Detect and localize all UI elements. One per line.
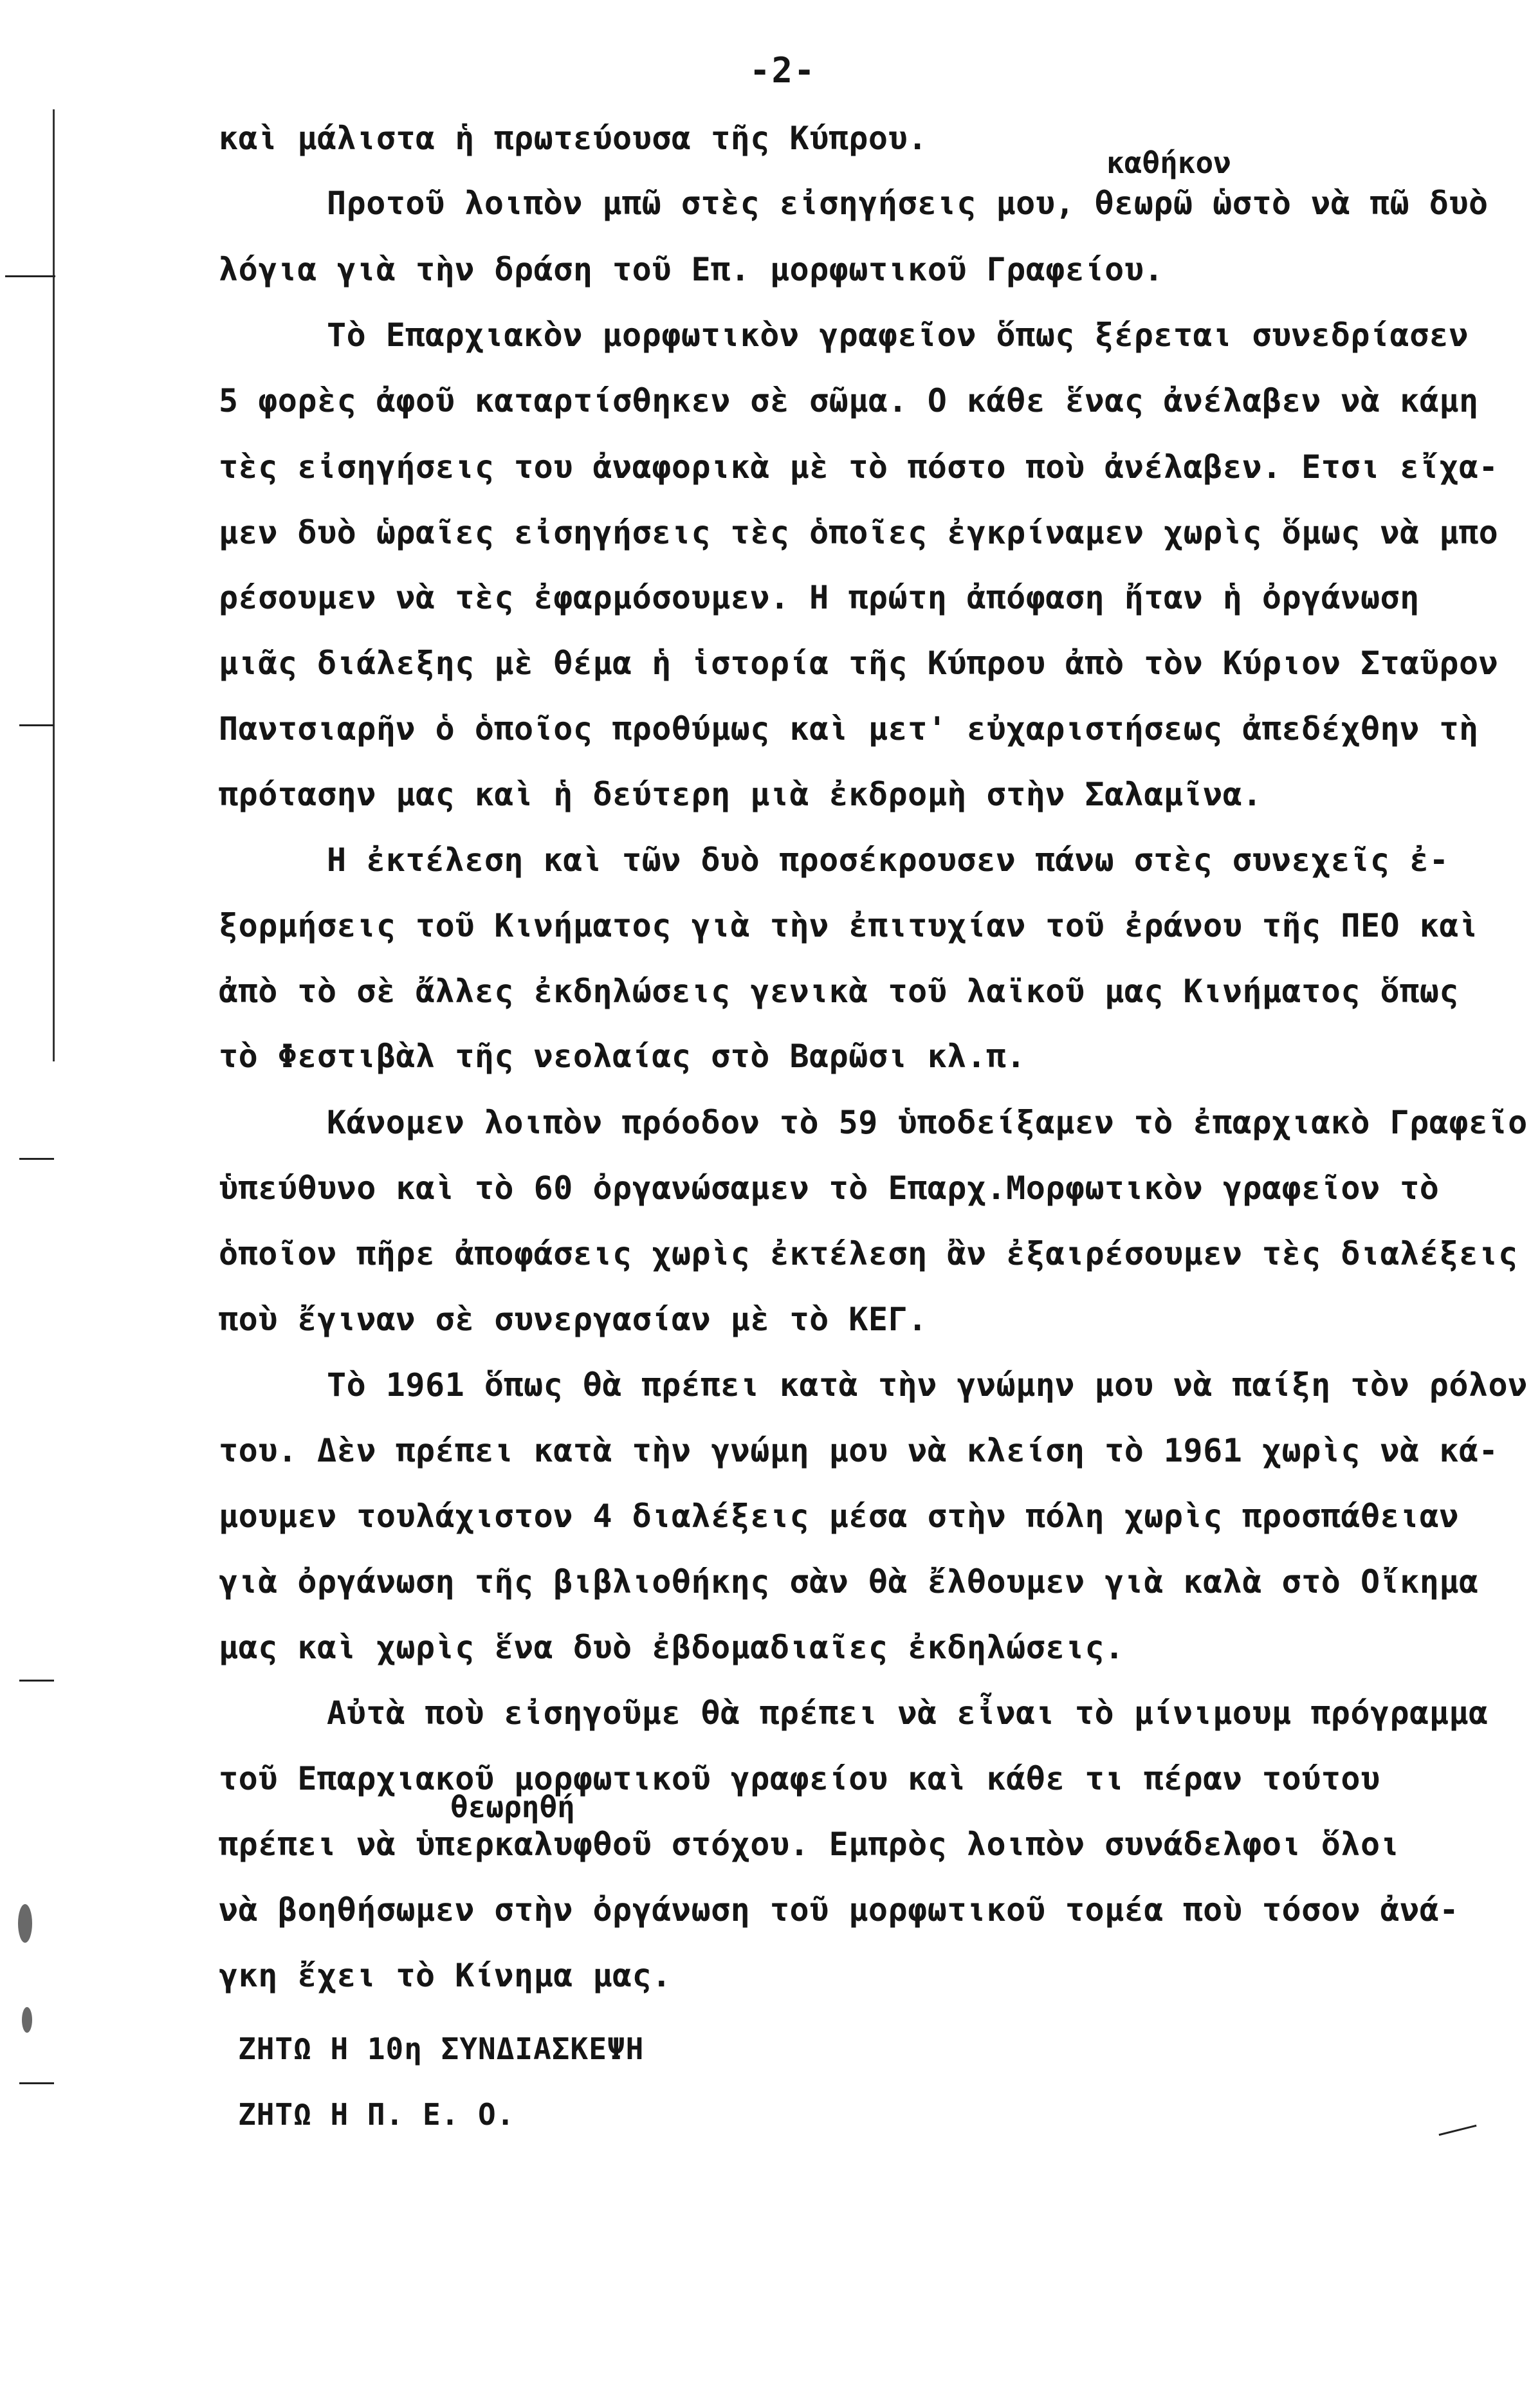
text-line: μουμεν τουλάχιστον 4 διαλέξεις μέσα στὴν πόλη χωρὶς προσπάθειαν: [219, 1498, 1459, 1535]
margin-tick: [19, 724, 54, 726]
margin-tick: [19, 1158, 54, 1160]
handwritten-insertion-kathikon: καθήκον: [1106, 145, 1231, 180]
text-line: ξορμήσεις τοῦ Κινήματος γιὰ τὴν ἐπιτυχίαν τοῦ ἐράνου τῆς ΠΕΟ καὶ: [219, 907, 1479, 944]
text-line: τὲς εἰσηγήσεις του ἀναφορικὰ μὲ τὸ πόστο ποὺ ἀνέλαβεν. Ετσι εἴχα-: [219, 448, 1499, 486]
text-line: ἀπὸ τὸ σὲ ἄλλες ἐκδηλώσεις γενικὰ τοῦ λαϊκοῦ μας Κινήματος ὅπως: [219, 973, 1459, 1010]
closing-slogan: ΖΗΤΩ Η 10η ΣΥΝΔΙΑΣΚΕΨΗ: [238, 2031, 645, 2066]
ink-blot: [18, 1904, 32, 1943]
pen-mark: [1439, 2125, 1477, 2136]
text-line: νὰ βοηθήσωμεν στὴν ὀργάνωση τοῦ μορφωτικοῦ τομέα ποὺ τόσον ἀνά-: [219, 1891, 1459, 1929]
text-line: λόγια γιὰ τὴν δράση τοῦ Επ. μορφωτικοῦ Γραφείου.: [219, 251, 1164, 288]
margin-tick: [5, 275, 55, 277]
text-line: μεν δυὸ ὡραῖες εἰσηγήσεις τὲς ὁποῖες ἐγκρίναμεν χωρὶς ὅμως νὰ μπο: [219, 514, 1499, 551]
text-line: του. Δὲν πρέπει κατὰ τὴν γνώμη μου νὰ κλείση τὸ 1961 χωρὶς νὰ κά-: [219, 1432, 1499, 1469]
text-line: Αὐτὰ ποὺ εἰσηγοῦμε θὰ πρέπει νὰ εἶναι τὸ μίνιμουμ πρόγραμμα: [327, 1694, 1489, 1732]
margin-tick: [19, 2082, 54, 2084]
closing-slogan: ΖΗΤΩ Η Π. Ε. Ο.: [238, 2097, 515, 2132]
text-line: Τὸ 1961 ὅπως θὰ πρέπει κατὰ τὴν γνώμην μου νὰ παίξη τὸν ρόλον: [327, 1366, 1528, 1404]
text-line: Κάνομεν λοιπὸν πρόοδον τὸ 59 ὑποδείξαμεν τὸ ἐπαρχιακὸ Γραφεῖο: [327, 1104, 1528, 1141]
handwritten-insertion-theorithi: θεωρηθή: [450, 1790, 575, 1824]
text-line: ὑπεύθυνο καὶ τὸ 60 ὀργανώσαμεν τὸ Επαρχ.Μορφωτικὸν γραφεῖον τὸ: [219, 1169, 1440, 1207]
ink-blot: [22, 2007, 32, 2033]
binding-edge-line: [53, 109, 55, 1061]
text-line: μιᾶς διάλεξης μὲ θέμα ἡ ἱστορία τῆς Κύπρου ἀπὸ τὸν Κύριον Σταῦρον: [219, 645, 1499, 682]
text-line: γκη ἔχει τὸ Κίνημα μας.: [219, 1957, 672, 1994]
text-line: Τὸ Επαρχιακὸν μορφωτικὸν γραφεῖον ὅπως ξέρεται συνεδρίασεν: [327, 316, 1469, 354]
text-line: καὶ μάλιστα ἡ πρωτεύουσα τῆς Κύπρου.: [219, 120, 928, 157]
text-line: μας καὶ χωρὶς ἕνα δυὸ ἐβδομαδιαῖες ἐκδηλώσεις.: [219, 1629, 1124, 1666]
text-line: Προτοῦ λοιπὸν μπῶ στὲς εἰσηγήσεις μου, θεωρῶ ὡστὸ νὰ πῶ δυὸ: [327, 185, 1489, 222]
margin-tick: [19, 1680, 54, 1682]
text-line: γιὰ ὀργάνωση τῆς βιβλιοθήκης σὰν θὰ ἔλθουμεν γιὰ καλὰ στὸ Οἴκημα: [219, 1563, 1479, 1600]
text-line: 5 φορὲς ἀφοῦ καταρτίσθηκεν σὲ σῶμα. Ο κάθε ἕνας ἀνέλαβεν νὰ κάμη: [219, 382, 1479, 419]
text-line: Παντσιαρῆν ὁ ὁποῖος προθύμως καὶ μετ' εὐχαριστήσεως ἀπεδέχθην τὴ: [219, 710, 1479, 747]
text-line: τὸ Φεστιβὰλ τῆς νεολαίας στὸ Βαρῶσι κλ.π.: [219, 1038, 1026, 1075]
text-line: Η ἐκτέλεση καὶ τῶν δυὸ προσέκρουσεν πάνω στὲς συνεχεῖς ἐ-: [327, 841, 1449, 879]
text-line: ποὺ ἔγιναν σὲ συνεργασίαν μὲ τὸ ΚΕΓ.: [219, 1301, 928, 1338]
page-number: -2-: [749, 50, 816, 91]
text-line: ρέσουμεν νὰ τὲς ἐφαρμόσουμεν. Η πρώτη ἀπόφαση ἤταν ἡ ὀργάνωση: [219, 579, 1420, 616]
text-line: ὁποῖον πῆρε ἀποφάσεις χωρὶς ἐκτέλεση ἂν ἐξαιρέσουμεν τὲς διαλέξεις: [219, 1235, 1518, 1272]
text-line: τοῦ Επαρχιακοῦ μορφωτικοῦ γραφείου καὶ κάθε τι πέραν τούτου: [219, 1760, 1380, 1797]
text-line: πρέπει νὰ ὑπερκαλυφθοῦ στόχου. Εμπρὸς λοιπὸν συνάδελφοι ὅλοι: [219, 1826, 1400, 1863]
text-line: πρότασην μας καὶ ἡ δεύτερη μιὰ ἐκδρομὴ στὴν Σαλαμῖνα.: [219, 776, 1262, 813]
